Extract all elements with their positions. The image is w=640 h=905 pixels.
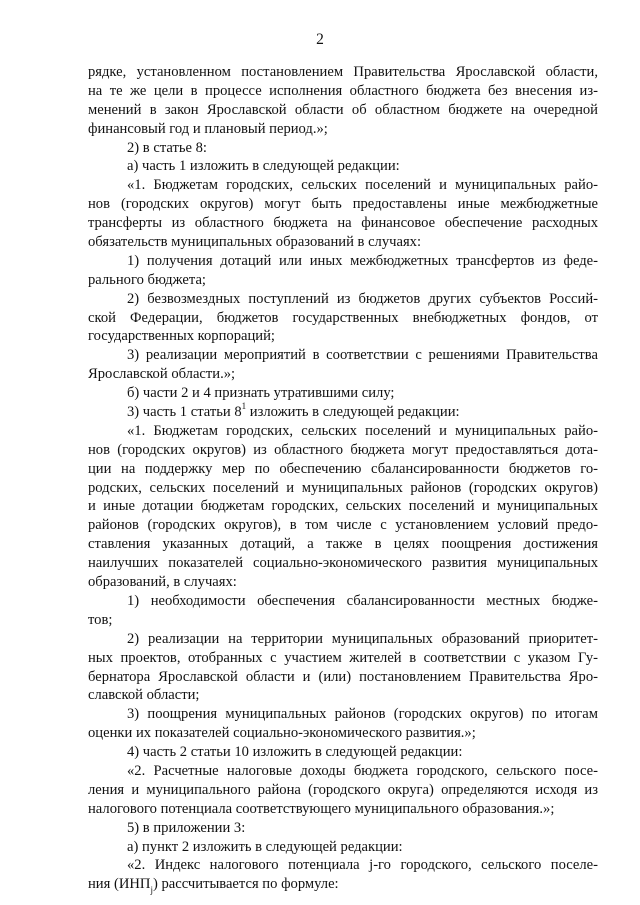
text-line: славской области;	[88, 687, 200, 704]
text-line: финансовый год и плановый период.»;	[88, 120, 328, 137]
text-line: ской Федерации, бюджетов государственных внебюджетных фондов, от	[88, 309, 598, 326]
text-line: 3) реализации мероприятий в соответствии с решениями Правительства	[127, 347, 598, 364]
text-line: обязательств муниципальных образований в случаях:	[88, 234, 422, 251]
text-line: б) части 2 и 4 признать утратившими силу;	[127, 385, 395, 402]
text-line: ления и муниципального района (городского округа) определяются исходя из	[88, 781, 598, 798]
text-fragment: ) рассчитывается по формуле:	[152, 876, 339, 893]
text-fragment: 3) часть 1 статьи 8	[127, 404, 242, 421]
subscript: j	[150, 885, 153, 896]
text-line: 2) в статье 8:	[127, 139, 207, 156]
faint-formula-mark	[220, 846, 250, 849]
text-line: 2) реализации на территории муниципальных образований приоритет-	[127, 630, 598, 647]
text-line: 3) поощрения муниципальных районов (городских округов) по итогам	[127, 706, 598, 723]
text-line: ставления указанных дотаций, а также в целях поощрения достижения	[88, 536, 598, 553]
text-line: на те же цели в процессе исполнения областного бюджета без внесения из-	[88, 82, 598, 99]
text-line: «1. Бюджетам городских, сельских поселений и муниципальных райо-	[127, 177, 598, 194]
text-line: а) пункт 2 изложить в следующей редакции:	[127, 838, 403, 855]
text-line: рального бюджета;	[88, 271, 206, 288]
text-fragment: ния (ИНП	[88, 876, 151, 893]
text-line: родских, сельских поселений и муниципальных районов (городских округов)	[88, 479, 598, 496]
page-number: 2	[316, 31, 324, 48]
text-line: 4) часть 2 статьи 10 изложить в следующей редакции:	[127, 744, 463, 761]
text-line: и иные дотации бюджетам городских, сельских поселений и муниципальных	[88, 498, 598, 515]
text-line: «1. Бюджетам городских, сельских поселений и муниципальных райо-	[127, 422, 598, 439]
superscript: 1	[241, 401, 247, 412]
text-line: государственных корпораций;	[88, 328, 275, 345]
text-line: «2. Индекс налогового потенциала j-го городского, сельского поселе-	[127, 857, 598, 874]
text-line: 1) получения дотаций или иных межбюджетных трансфертов из феде-	[127, 252, 598, 269]
text-line: бернатора Ярославской области и (или) постановлением Правительства Яро-	[88, 668, 598, 685]
text-line: нов (городских округов) могут быть предоставлены иные межбюджетные	[88, 196, 598, 213]
text-line: налогового потенциала соответствующего муниципального образования.»;	[88, 800, 555, 817]
text-line: 2) безвозмездных поступлений из бюджетов других субъектов Россий-	[127, 290, 598, 307]
text-line: оценки их показателей социально-экономического развития.»;	[88, 725, 476, 742]
text-line	[88, 875, 598, 894]
text-line: ных проектов, отобранных с участием жителей в соответствии с указом Гу-	[88, 649, 598, 666]
text-line: ции на поддержку мер по обеспечению сбалансированности бюджетов го-	[88, 460, 598, 477]
text-line: нов (городских округов) из областного бюджета могут предоставляться дота-	[88, 441, 598, 458]
document-body	[88, 63, 598, 894]
text-fragment: изложить в следующей редакции:	[246, 404, 460, 421]
text-line: наилучших показателей социально-экономического развития муниципальных	[88, 555, 598, 572]
text-line: Ярославской области.»;	[88, 366, 236, 383]
text-line: «2. Расчетные налоговые доходы бюджета городского, сельского посе-	[127, 762, 598, 779]
text-line: а) часть 1 изложить в следующей редакции:	[127, 158, 400, 175]
text-line: тов;	[88, 611, 113, 628]
text-line: трансферты из областного бюджета на финансовое обеспечение расходных	[88, 215, 598, 232]
text-line: рядке, установленном постановлением Правительства Ярославской области,	[88, 64, 598, 80]
text-line	[88, 403, 598, 422]
text-line: менений в закон Ярославской области об областном бюджете на очередной	[88, 101, 598, 118]
text-line: 1) необходимости обеспечения сбалансированности местных бюдже-	[127, 592, 598, 609]
text-line: районов (городских округов), в том числе с установлением условий предо-	[88, 517, 598, 534]
text-line: образований, в случаях:	[88, 574, 237, 591]
text-line: 5) в приложении 3:	[127, 819, 246, 836]
